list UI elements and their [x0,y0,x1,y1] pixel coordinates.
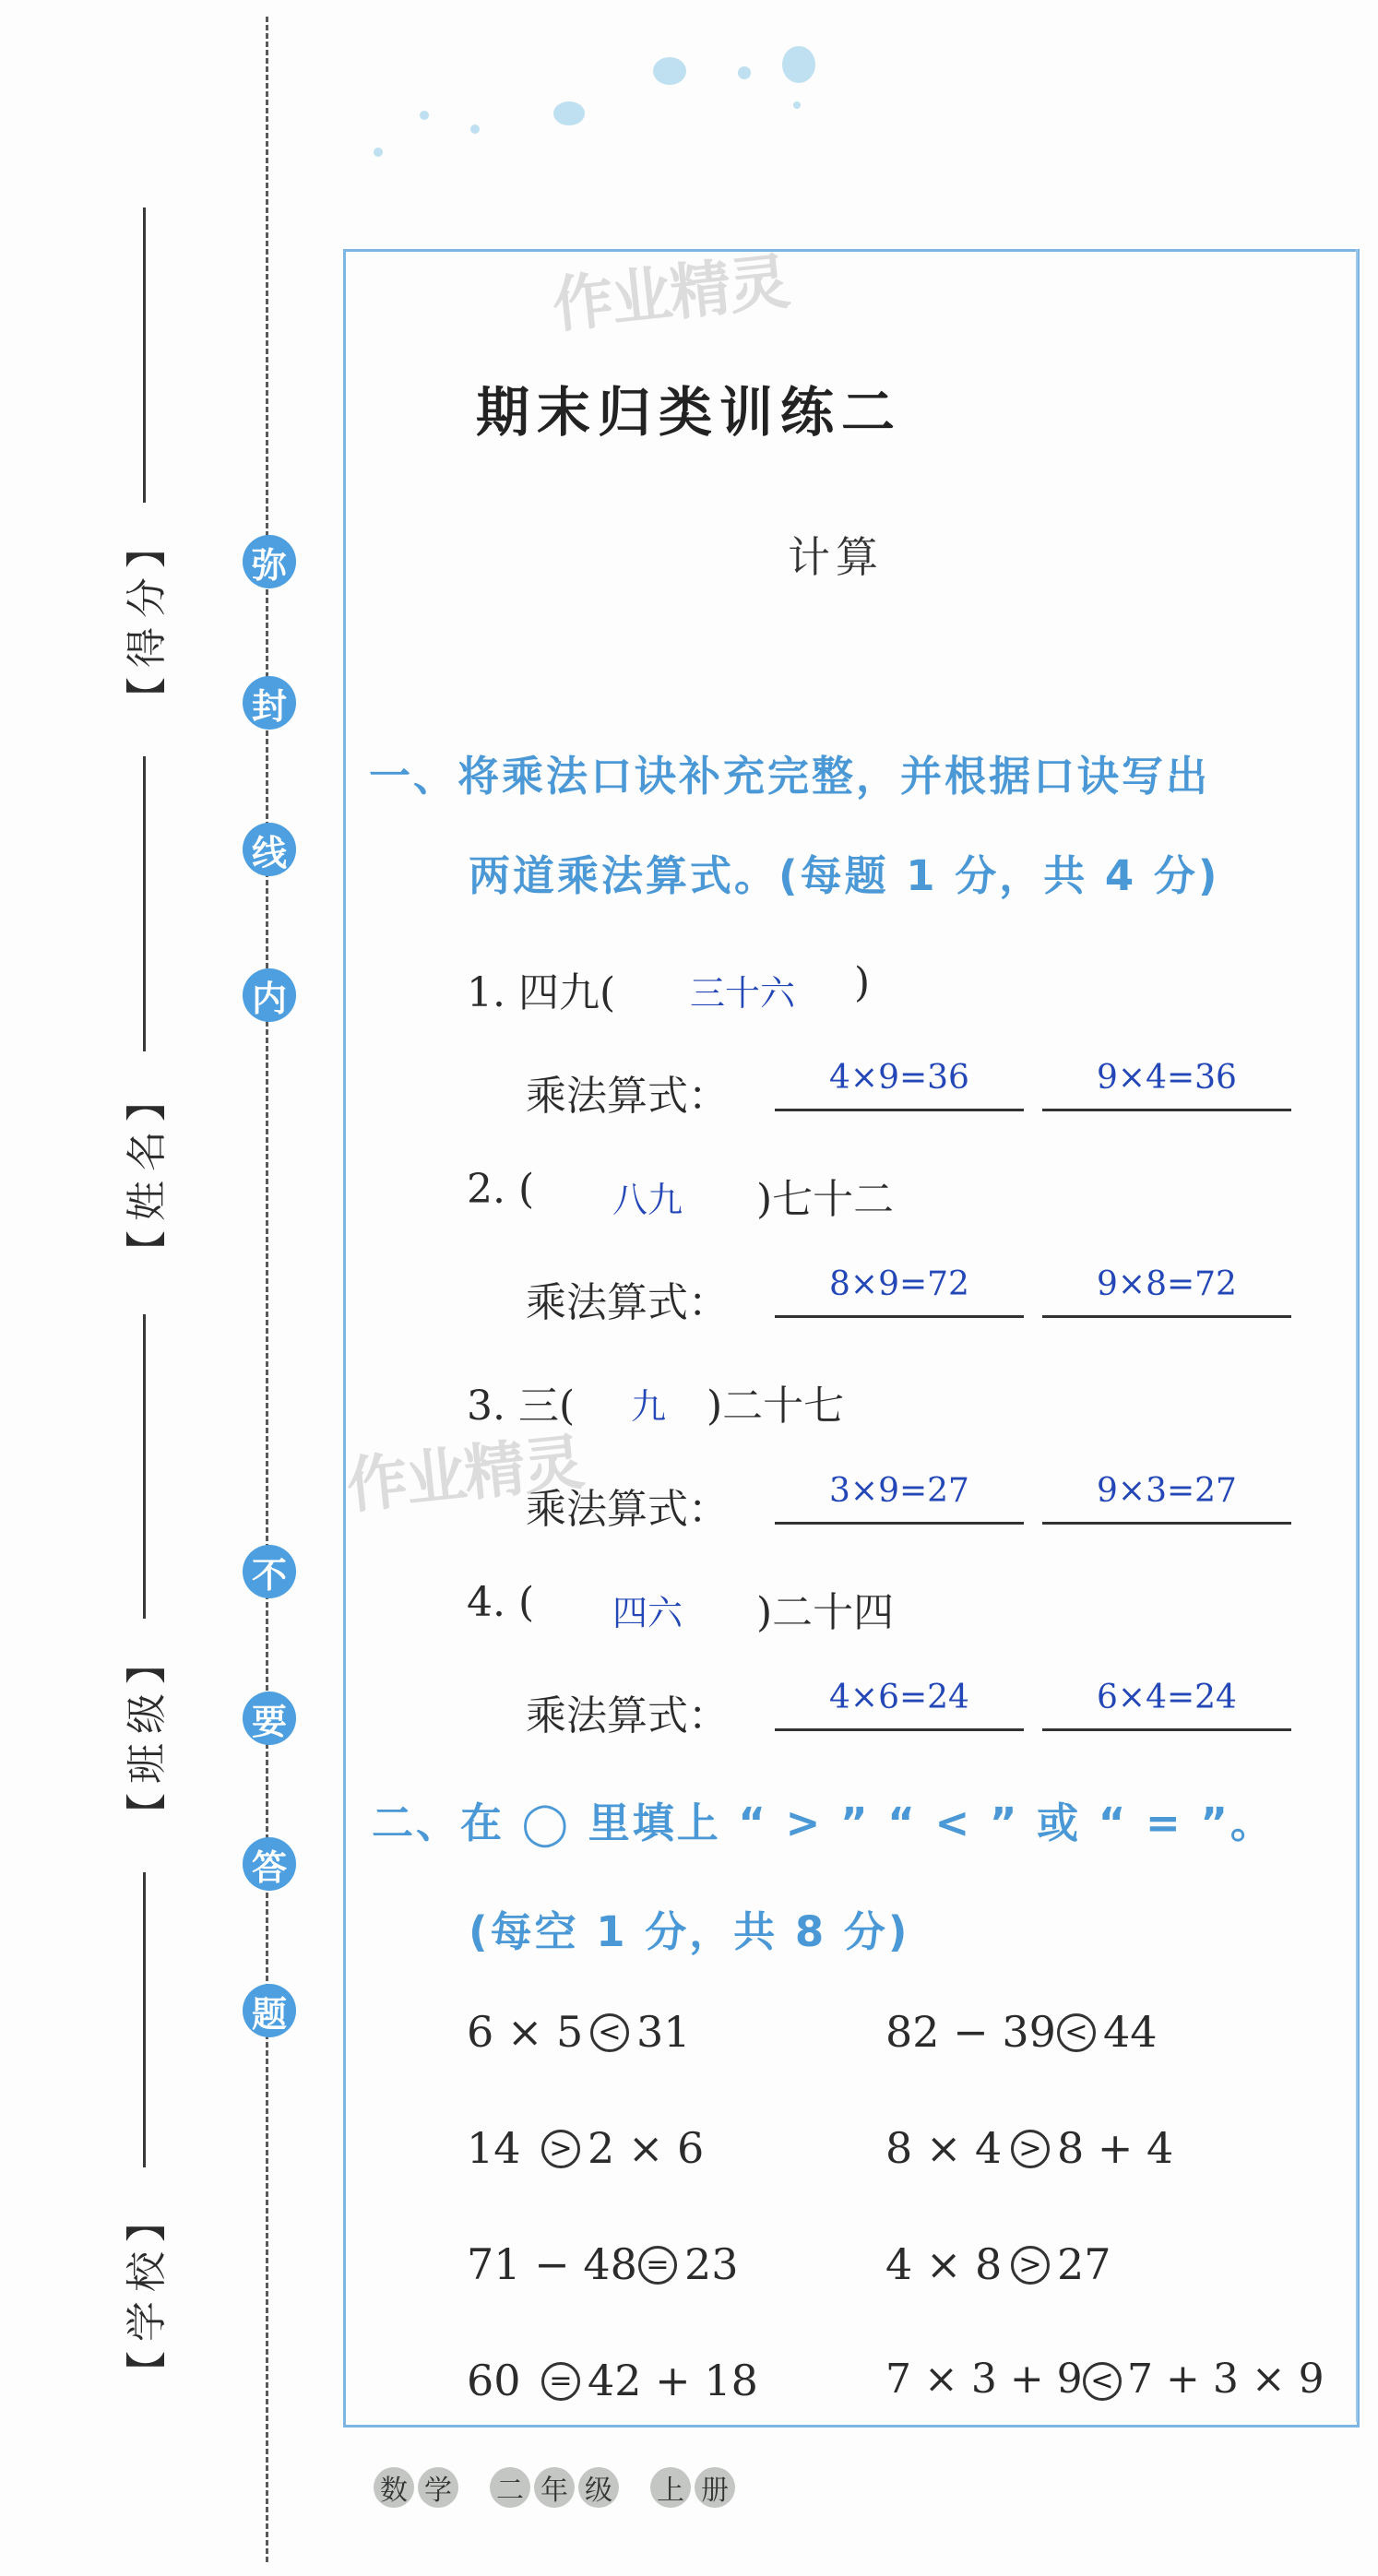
book-footer [374,2467,735,2508]
section1-heading: 一、将乘法口诀补充完整，并根据口诀写出 [369,752,1211,801]
page-title: 期末归类训练二 [475,381,902,444]
answer-blank [1042,1315,1291,1318]
compare-right: 2 × 6 [588,2123,705,2173]
answer-blank [775,1522,1024,1525]
question-2-answer: 八九 [612,1180,683,1220]
compare-left: 8 × 4 [885,2123,1003,2173]
compare-circle[interactable]: < [1057,2013,1096,2052]
answer-blank [1042,1109,1291,1111]
compare-left: 60 [467,2356,521,2405]
question-1-stem: 1. 四九( [467,969,616,1016]
question-4-open: 4. ( [467,1579,535,1626]
compare-circle[interactable]: < [590,2013,629,2052]
score-blank [143,208,146,503]
watermark: 作业精灵 [343,1426,586,1523]
question-3-answer: 九 [631,1386,667,1427]
compare-right: 31 [636,2007,691,2057]
question-1-close: ) [854,959,871,1006]
compare-left: 71 − 48 [467,2239,637,2289]
question-3-close: )二十七 [707,1383,845,1430]
question-3-eq2: 9×3=27 [1097,1472,1237,1510]
footer-subject: 数 学 [374,2467,458,2508]
section1-heading-cont: 两道乘法算式。(每题 1 分，共 4 分) [469,851,1220,900]
school-blank [143,1872,146,2167]
compare-left: 4 × 8 [885,2239,1003,2289]
class-blank [143,1314,146,1619]
answer-blank [1042,1728,1291,1731]
formula-label: 乘法算式： [526,1486,729,1533]
seal-char: 题 [243,1984,296,2037]
question-1-eq2: 9×4=36 [1097,1059,1237,1097]
seal-char: 答 [243,1837,296,1891]
formula-label: 乘法算式： [526,1692,729,1739]
compare-circle[interactable]: < [1083,2362,1122,2401]
compare-right: 8 + 4 [1057,2123,1174,2173]
class-label: 【班级】 [124,1634,171,1834]
answer-blank [775,1315,1024,1318]
section2-heading: 二、在 ◯ 里填上 “ > ” “ < ” 或 “ = ”。 [372,1798,1275,1847]
section2-heading-cont: (每空 1 分，共 8 分) [469,1907,910,1956]
footer-grade: 二 年 级 [490,2467,619,2508]
compare-right: 42 + 18 [588,2356,758,2405]
question-2-eq2: 9×8=72 [1097,1265,1237,1303]
question-4-answer: 四六 [612,1593,683,1633]
compare-left: 7 × 3 + 9 [885,2356,1083,2403]
question-2-eq1: 8×9=72 [829,1265,969,1303]
score-label: 【得分】 [124,518,171,718]
page-subtitle: 计算 [788,532,884,582]
compare-right: 44 [1103,2007,1158,2057]
question-2-open: 2. ( [467,1166,535,1213]
answer-blank [775,1728,1024,1731]
compare-circle[interactable]: = [541,2362,580,2401]
question-1-answer: 三十六 [690,973,796,1014]
seal-char: 不 [243,1545,296,1598]
name-blank [143,756,146,1051]
seal-char: 线 [243,823,296,876]
compare-circle[interactable]: > [1011,2246,1050,2285]
seal-char: 内 [243,968,296,1022]
compare-left: 82 − 39 [885,2007,1056,2057]
compare-right: 23 [684,2239,739,2289]
answer-blank [775,1109,1024,1111]
question-3-open: 3. 三( [467,1383,576,1430]
answer-blank [1042,1522,1291,1525]
seal-char: 要 [243,1692,296,1745]
question-1-eq1: 4×9=36 [829,1059,969,1097]
compare-right: 7 + 3 × 9 [1127,2356,1325,2403]
seal-char: 封 [243,676,296,730]
compare-left: 14 [467,2123,521,2173]
formula-label: 乘法算式： [526,1279,729,1326]
compare-right: 27 [1057,2239,1111,2289]
compare-circle[interactable]: > [541,2130,580,2168]
school-label: 【学校】 [124,2192,171,2392]
question-4-eq1: 4×6=24 [829,1679,969,1716]
footer-volume: 上 册 [650,2467,735,2508]
question-4-eq2: 6×4=24 [1097,1679,1237,1716]
formula-label: 乘法算式： [526,1073,729,1120]
name-label: 【姓名】 [124,1072,171,1271]
compare-left: 6 × 5 [467,2007,584,2057]
question-3-eq1: 3×9=27 [829,1472,969,1510]
watermark: 作业精灵 [549,245,791,342]
question-2-close: )七十二 [756,1176,895,1223]
compare-circle[interactable]: = [638,2246,677,2285]
seal-char: 弥 [243,535,296,588]
compare-circle[interactable]: > [1011,2130,1050,2168]
question-4-close: )二十四 [756,1589,895,1636]
